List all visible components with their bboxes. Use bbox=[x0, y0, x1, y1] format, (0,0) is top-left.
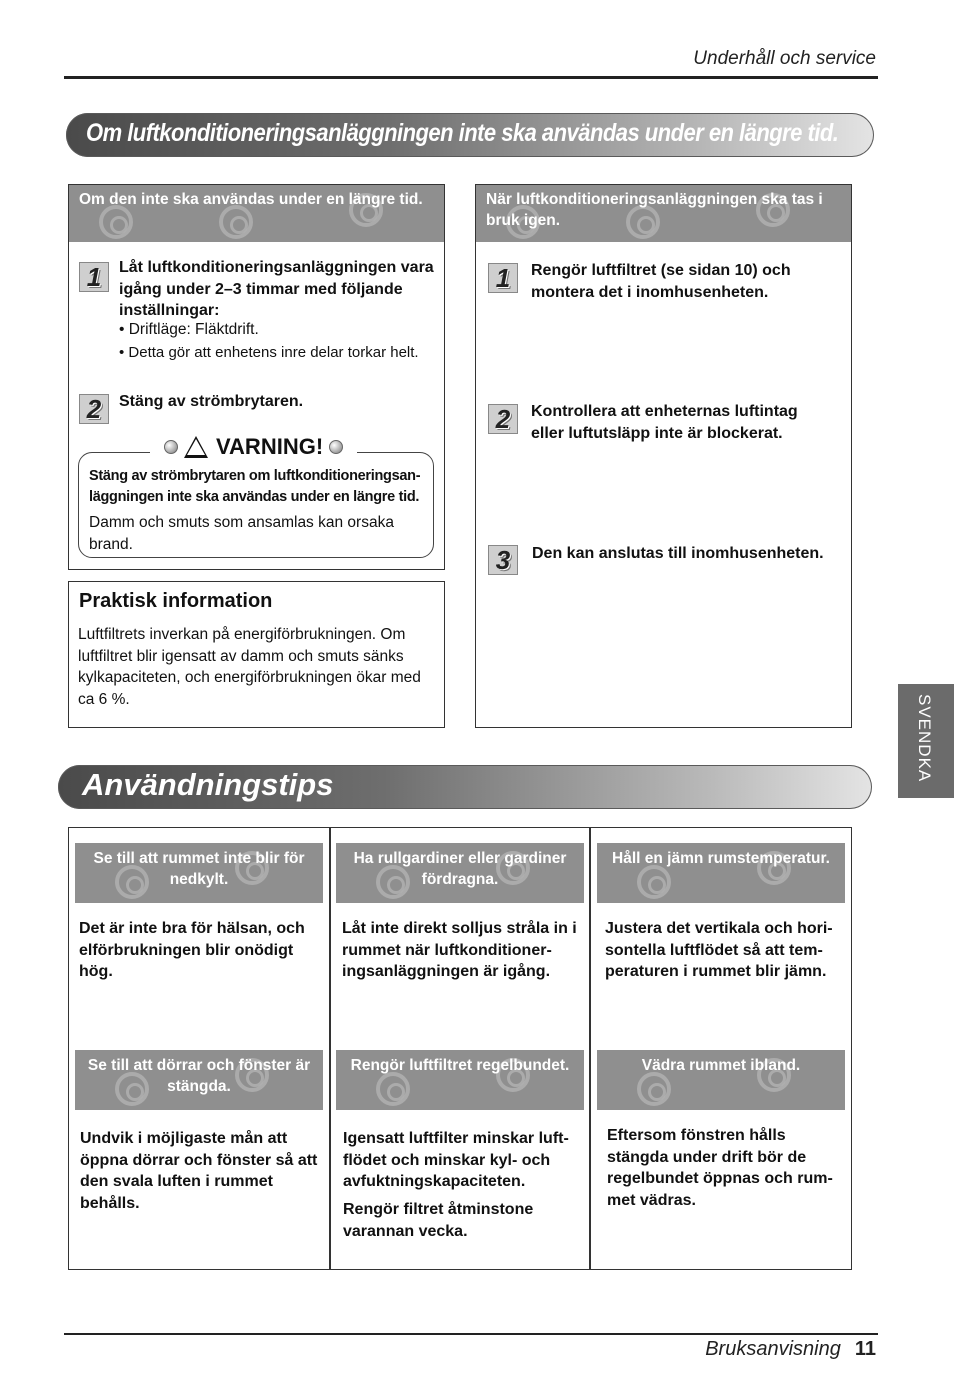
reuse-step2-text: Kontrollera att enheternas luftintag eller luftutsläpp inte är blockerat. bbox=[531, 403, 798, 442]
section-banner-long-term bbox=[66, 113, 874, 157]
reuse-box-header bbox=[476, 185, 851, 242]
tip-heading: Vädra rummet ibland. bbox=[597, 1050, 845, 1110]
tip-body: Eftersom fönstren hålls stängda under drift bör de regelbundet öppnas och rum-met vädras. bbox=[607, 1127, 833, 1209]
tip-heading: Ha rullgardiner eller gardiner fördragna. bbox=[336, 843, 584, 903]
step-number-badge: 2 bbox=[79, 394, 109, 424]
page-number: 11 bbox=[854, 1338, 876, 1360]
step-number-badge: 1 bbox=[79, 262, 109, 292]
language-tab bbox=[898, 684, 954, 798]
practical-info-title: Praktisk information bbox=[79, 590, 273, 612]
practical-info-text: Luftfiltrets inverkan på energiförbrukningen. Om luftfiltret blir igensatt av damm och smuts sänks kylkapaciteten, och energiförbrukningen ökar med ca 6 %. bbox=[78, 626, 421, 708]
warning-triangle-icon bbox=[184, 436, 208, 458]
warning-label bbox=[150, 434, 357, 460]
tip-heading: Se till att dörrar och fönster är stängda. bbox=[75, 1050, 323, 1110]
section-banner-tips bbox=[58, 765, 872, 809]
grid-divider bbox=[589, 827, 591, 1270]
unused-box-title: Om den inte ska användas under en längre tid. bbox=[79, 191, 423, 208]
section-banner-title: Om luftkonditioneringsanläggningen inte ska användas under en längre tid. bbox=[86, 119, 839, 147]
reuse-step1-text: Rengör luftfiltret (se sidan 10) och montera det i inomhusenheten. bbox=[531, 262, 791, 301]
bullet-dot-icon bbox=[164, 440, 178, 454]
reuse-box-title: När luftkonditioneringsanläggningen ska tas i bruk igen. bbox=[486, 191, 823, 229]
tip-body: Igensatt luftfilter minskar luft-flödet och minskar kyl- och avfuktningskapaciteten. bbox=[343, 1130, 569, 1190]
tip-body: Undvik i möjligaste mån att öppna dörrar och fönster så att den svala luften i rummet behålls. bbox=[80, 1130, 318, 1212]
tip-heading: Se till att rummet inte blir för nedkylt. bbox=[75, 843, 323, 903]
tip-heading: Rengör luftfiltret regelbundet. bbox=[336, 1050, 584, 1110]
tip-heading: Håll en jämn rumstemperatur. bbox=[597, 843, 845, 903]
tip-body: Det är inte bra för hälsan, och elförbrukningen blir onödigt hög. bbox=[79, 920, 305, 980]
reuse-step3-text: Den kan anslutas till inomhusenheten. bbox=[532, 545, 824, 562]
step-number-badge: 3 bbox=[488, 545, 518, 575]
footer-rule bbox=[64, 1333, 878, 1335]
unused-box-header bbox=[69, 185, 444, 242]
warning-bold-text: Stäng av strömbrytaren om luftkonditioneringsan-läggningen inte ska användas under en längre tid. bbox=[89, 468, 421, 505]
header-rule bbox=[64, 76, 878, 79]
unused-step1-bullet2: • Detta gör att enhetens inre delar torkar helt. bbox=[119, 344, 419, 361]
footer-manual-title: Bruksanvisning bbox=[705, 1338, 841, 1360]
unused-step1-bullet1: • Driftläge: Fläktdrift. bbox=[119, 321, 259, 338]
tip-body: Justera det vertikala och hori-sontella luftflödet så att tem-peraturen i rummet blir jämn. bbox=[605, 920, 833, 980]
footer bbox=[705, 1338, 876, 1361]
warning-label-text: VARNING! bbox=[216, 434, 324, 459]
section-banner-title: Användningstips bbox=[82, 767, 334, 802]
warning-text: Damm och smuts som ansamlas kan orsaka brand. bbox=[89, 514, 394, 553]
tip-body: Låt inte direkt solljus stråla in i rummet när luftkonditioner-ingsanläggningen är igång. bbox=[342, 920, 577, 980]
step-number-badge: 2 bbox=[488, 404, 518, 434]
step-number-badge: 1 bbox=[488, 263, 518, 293]
bullet-dot-icon bbox=[329, 440, 343, 454]
language-tab-label: SVENDKA bbox=[915, 694, 934, 783]
grid-divider bbox=[329, 827, 331, 1270]
tip-body-extra: Rengör filtret åtminstone varannan vecka. bbox=[343, 1201, 534, 1240]
unused-step1-text: Låt luftkonditioneringsanläggningen vara igång under 2–3 timmar med följande inställningar: bbox=[119, 259, 434, 319]
unused-step2-text: Stäng av strömbrytaren. bbox=[119, 393, 304, 410]
running-header: Underhåll och service bbox=[693, 48, 876, 69]
